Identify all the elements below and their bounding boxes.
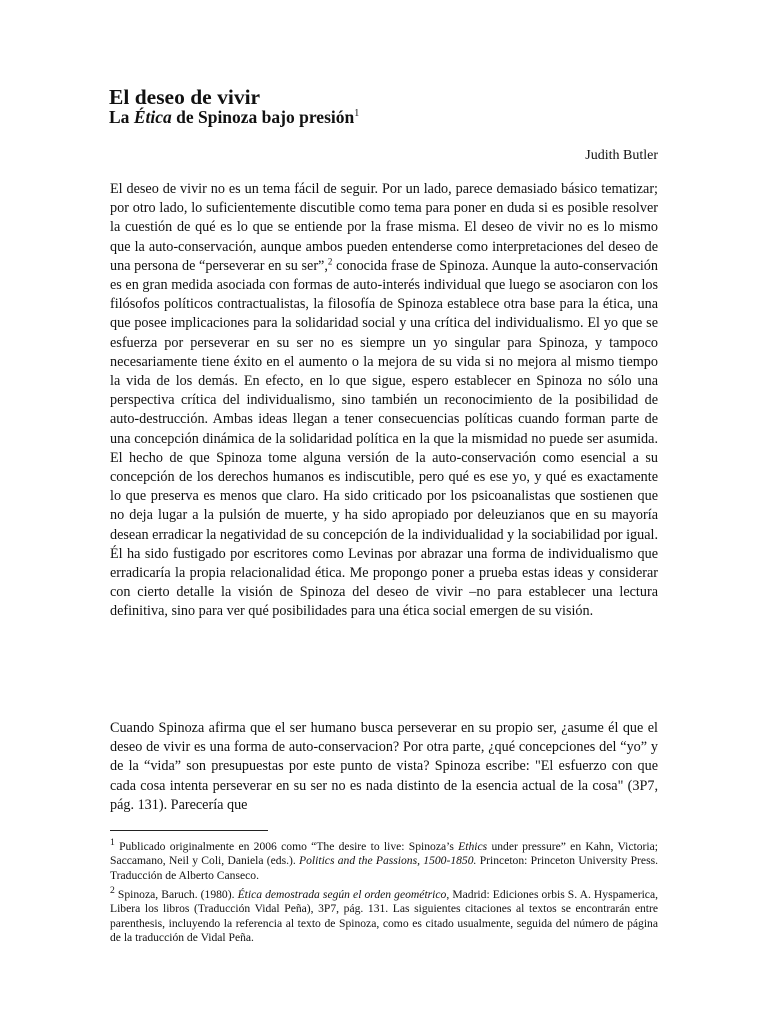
- footnote-1-text-b: under pressure” en Kahn, Victoria; Saccamano, Neil y Coli, Daniela (eds.).: [110, 839, 659, 868]
- footnote-2-text-b: , Madrid: Ediciones orbis S. A. Hyspamerica, Libera los libros (Traducción Vidal Peña), 3P7, pág. 131. Las siguientes citaciones al textos se encontrarán entre parenthesis, incluyendo la referencia al texto de Spinoza, como es citado usualmente, seguida del número de página de la traducción de Vidal Peña.: [110, 887, 658, 945]
- footnotes-section: [110, 836, 658, 946]
- footnote-1-number: 1: [110, 837, 115, 848]
- footnote-2-text-a: Spinoza, Baruch. (1980).: [114, 887, 238, 901]
- footnote-1-text-c: Princeton: Princeton University Press. Traducción de Alberto Canseco.: [110, 854, 658, 883]
- page-subtitle: [109, 108, 359, 127]
- footnote-2-italic: Ética demostrada según el orden geométrico: [237, 887, 447, 901]
- footnote-1: [110, 836, 658, 884]
- page-title: El deseo de vivir: [109, 85, 261, 109]
- footnote-2-number: 2: [110, 884, 115, 896]
- subtitle-prefix: La: [109, 107, 134, 127]
- subtitle-italic-word: Ética: [133, 107, 172, 127]
- subtitle-suffix: de Spinoza bajo presión: [171, 107, 355, 127]
- footnote-ref-1[interactable]: 1: [354, 108, 360, 120]
- footnote-1-text-a: Publicado originalmente en 2006 como “The desire to live: Spinoza’s: [114, 839, 459, 853]
- footnote-separator: [110, 830, 268, 831]
- body-paragraph-1: [110, 180, 658, 622]
- author-name: Judith Butler: [585, 148, 658, 163]
- footnote-2: [110, 884, 658, 946]
- footnote-1-italic-b: Politics and the Passions, 1500-1850.: [299, 854, 477, 868]
- paragraph-1-text-b: conocida frase de Spinoza. Aunque la auto-conservación es en gran medida asociada con formas de auto-interés individual que luego se asociaron con los filósofos políticos contractualistas, la filosofía de Spinoza establece otra base para la ética, una que posee implicaciones para la solidaridad social y una crítica del individualismo. El yo que se esfuerza por perseverar en su ser no es siempre un yo singular para Spinoza, y tampoco necesariamente tiene éxito en el aumento o la mejora de su vida si no mejora al mismo tiempo la vida de los demás. En efecto, en lo que sigue, espero establecer en Spinoza no sólo una perspectiva crítica del individualismo, sino también un reconocimiento de la posibilidad de auto-destrucción. Ambas ideas llegan a tener consecuencias políticas cuando forman parte de una concepción dinámica de la solidaridad política en la que la mismidad no puede ser asumida. El hecho de que Spinoza tome alguna versión de la auto-conservación como esencial a su concepción de los derechos humanos es indiscutible, pero qué es ese yo, y qué es exactamente lo que preserva es menos que claro. Ha sido criticado por los psicoanalistas que sostienen que no deja lugar a la pulsión de muerte, y ha sido apropiado por deleuzianos que en su mayoría desean erradicar la negatividad de su concepción de la individualidad y la sociabilidad por igual. Él ha sido fustigado por escritores como Levinas por abrazar una forma de individualismo que erradicaría la propia relacionalidad ética. Me propongo poner a prueba estas ideas y considerar con cierto detalle la visión de Spinoza del deseo de vivir –no para establecer una lectura definitiva, sino para ver qué posibilidades para una ética social emergen de su visión.: [110, 257, 658, 620]
- paragraph-1-text-a: El deseo de vivir no es un tema fácil de seguir. Por un lado, parece demasiado básico tematizar; por otro lado, lo suficientemente discutible como tema para poner en duda si es posible resolver la cuestión de qué es lo que se entiende por la frase misma. El deseo de vivir no es lo mismo que la auto-conservación, aunque ambos pueden entenderse como interpretaciones del deseo de una persona de “perseverar en su ser”,: [110, 181, 658, 274]
- body-paragraph-2: Cuando Spinoza afirma que el ser humano busca perseverar en su propio ser, ¿asume él que el deseo de vivir es una forma de auto-conservacion? Por otra parte, ¿qué concepciones del “yo” y de la “vida” son presupuestas por este punto de vista? Spinoza escribe: "El esfuerzo con que cada cosa intenta perseverar en su ser no es nada distinto de la esencia actual de la cosa" (3P7, pág. 131). Parecería que: [110, 720, 658, 813]
- footnote-ref-2[interactable]: 2: [327, 256, 333, 267]
- footnote-1-italic-a: Ethics: [458, 839, 488, 853]
